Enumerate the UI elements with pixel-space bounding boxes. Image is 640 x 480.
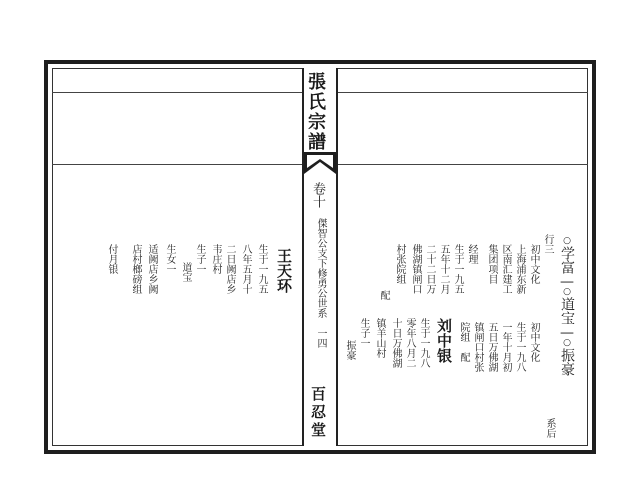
- lower-col-2: 生于一九八: [514, 322, 525, 372]
- subject-col-5: 经理: [466, 244, 477, 264]
- wife-col-2: 零年八月二: [404, 318, 415, 368]
- lineage-ring-icon: ○: [562, 236, 572, 246]
- lower-col-1: 初中文化: [528, 322, 539, 362]
- lower-col-5: 镇闸口村张: [472, 322, 483, 372]
- section-label: 傑智公支下修勇公世系 一四: [315, 218, 326, 348]
- subject-col-7: 五年十二月: [438, 244, 449, 294]
- fishtail-ornament: [304, 152, 336, 174]
- wife-col-3: 十日万佛湖: [390, 318, 401, 368]
- left-col-8: 适阙店乡阙: [146, 244, 157, 294]
- lower-col-6: 院组 配: [458, 322, 469, 362]
- lineage-connector: —: [559, 325, 575, 338]
- lineage-gen-3: 振豪: [559, 348, 575, 376]
- left-col-10: 付月银: [106, 244, 117, 274]
- left-col-7: 生女一: [164, 244, 175, 274]
- lineage-gen-1: 学富: [559, 246, 575, 274]
- subject-col-4: 集团项目: [486, 244, 497, 284]
- mid-rule-left: [52, 164, 302, 165]
- left-col-3: 二日阙店乡: [224, 244, 235, 294]
- subject-col-6: 生于一九五: [452, 244, 463, 294]
- subject-col-3: 区南汇建工: [500, 244, 511, 294]
- subject-col-1: 初中文化: [528, 244, 539, 284]
- wife-name: 刘中银: [435, 318, 453, 363]
- left-col-6: 道宝: [180, 262, 191, 282]
- left-col-5: 生子一: [194, 244, 205, 274]
- wife-col-6: 振豪: [344, 340, 355, 360]
- volume-label: 卷十: [310, 182, 325, 208]
- subject-col-8: 二十二日万: [424, 244, 435, 294]
- subject-col-2: 上海浦东新: [514, 244, 525, 294]
- rank-label: 行三: [542, 234, 553, 254]
- xihou-label: 系后: [544, 418, 555, 438]
- hall-name: 百忍堂: [309, 386, 327, 440]
- top-rule-left: [52, 92, 302, 93]
- left-col-9: 店村榔磅组: [130, 244, 141, 294]
- lineage-chain: [560, 236, 574, 376]
- mid-rule-right: [338, 164, 588, 165]
- subject-col-10: 村张院组: [394, 244, 405, 284]
- top-rule-right: [338, 92, 588, 93]
- subject-spouse-label: 配: [378, 290, 389, 300]
- lineage-gen-2: 道宝: [559, 297, 575, 325]
- lineage-ring-icon: ○: [562, 287, 572, 297]
- left-col-2: 八年五月十: [240, 244, 251, 294]
- lineage-ring-icon: ○: [562, 338, 572, 348]
- left-name: 王天环: [275, 248, 293, 293]
- wife-col-5: 生子一: [358, 318, 369, 348]
- wife-col-1: 生于一九八: [418, 318, 429, 368]
- book-title: 張氏宗譜: [305, 72, 326, 152]
- lineage-connector: —: [559, 274, 575, 287]
- wife-col-4: 镇羊山村: [374, 318, 385, 358]
- left-col-1: 生于一九五: [256, 244, 267, 294]
- lower-col-3: 一年十月初: [500, 322, 511, 372]
- lower-col-4: 五日万佛湖: [486, 322, 497, 372]
- left-col-4: 韦庄村: [210, 244, 221, 274]
- subject-col-9: 佛湖镇闸口: [410, 244, 421, 294]
